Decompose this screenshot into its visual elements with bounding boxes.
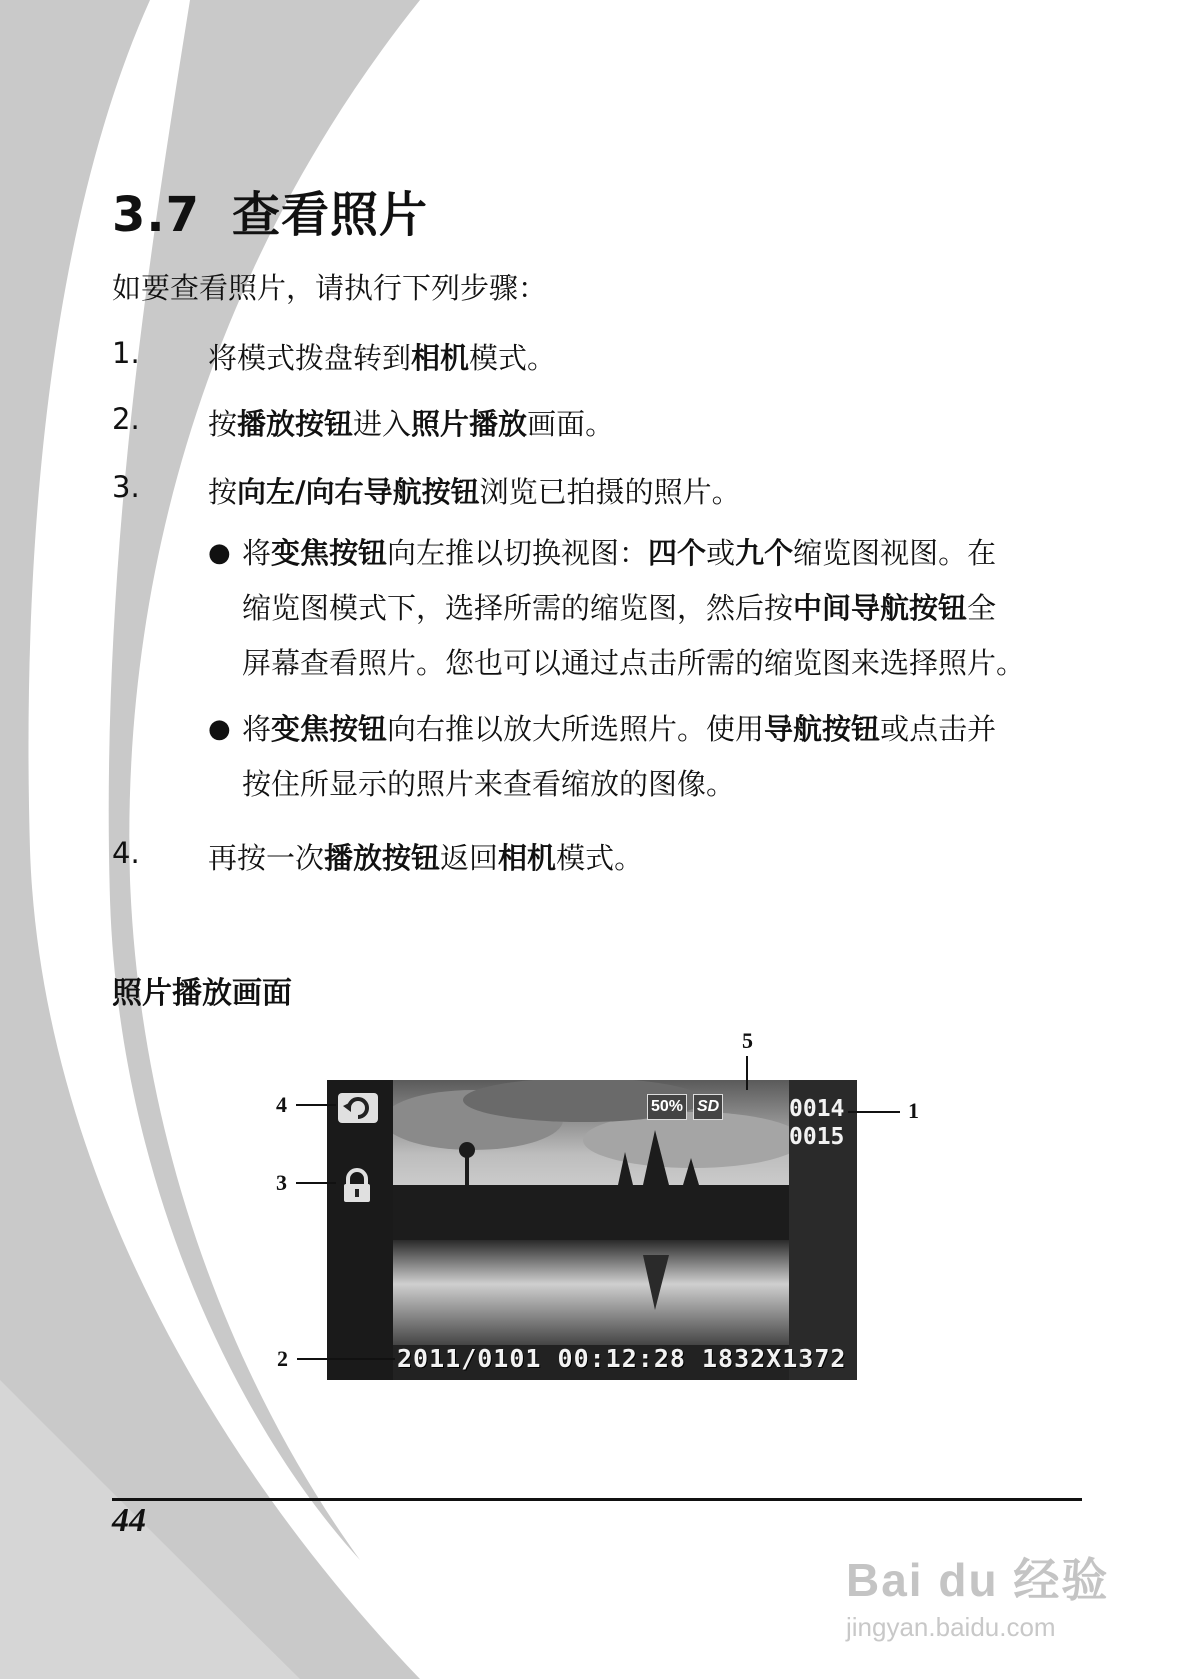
step-number: 3.	[112, 470, 140, 504]
bullet-line: 将变焦按钮向左推以切换视图：四个或九个缩览图视图。在	[242, 536, 997, 570]
step-text: 按向左/向右导航按钮浏览已拍摄的照片。	[208, 475, 741, 509]
bullet-dot: ●	[208, 538, 231, 568]
callout-3-line	[296, 1182, 336, 1184]
callout-3: 3	[276, 1170, 287, 1195]
photo-preview	[393, 1080, 857, 1380]
footer-rule	[112, 1498, 1082, 1501]
callout-1: 1	[908, 1098, 919, 1123]
datetime-resolution: 2011/0101 00:12:28 1832X1372	[397, 1344, 847, 1373]
callout-1-line	[848, 1111, 900, 1113]
rotate-icon	[337, 1092, 379, 1124]
intro-text: 如要查看照片，请执行下列步骤：	[112, 271, 548, 305]
image-index-total: 0015	[789, 1124, 845, 1150]
step-text: 再按一次播放按钮返回相机模式。	[208, 841, 644, 875]
watermark-logo: Bai du 经验	[846, 1554, 1110, 1606]
watermark-url: jingyan.baidu.com	[846, 1612, 1056, 1642]
step-number: 4.	[112, 836, 140, 870]
bullet-line: 按住所显示的照片来查看缩放的图像。	[242, 767, 736, 801]
playback-screen	[327, 1080, 857, 1380]
bullet-zoom-right	[208, 702, 1088, 812]
step-number: 2.	[112, 402, 140, 436]
section-number: 3.7	[112, 187, 201, 243]
callout-2: 2	[277, 1346, 288, 1371]
sd-card-icon: SD	[693, 1094, 723, 1120]
section-title-text: 查看照片	[232, 187, 429, 243]
screen-left-bar	[327, 1080, 393, 1380]
lock-icon	[339, 1168, 375, 1204]
image-index-current: 0014	[789, 1096, 845, 1122]
page-number: 44	[112, 1502, 146, 1539]
step-text: 按播放按钮进入照片播放画面。	[208, 407, 615, 441]
callout-4: 4	[276, 1092, 287, 1117]
bullet-line: 将变焦按钮向右推以放大所选照片。使用导航按钮或点击并	[242, 712, 997, 746]
battery-badge: 50%	[647, 1094, 687, 1120]
bullet-dot: ●	[208, 714, 231, 744]
step-number: 1.	[112, 336, 140, 370]
bullet-line: 屏幕查看照片。您也可以通过点击所需的缩览图来选择照片。	[242, 646, 1026, 680]
section-title	[112, 176, 428, 245]
step-text: 将模式拨盘转到相机模式。	[208, 341, 557, 375]
callout-4-line	[296, 1104, 336, 1106]
bullet-zoom-left	[208, 526, 1088, 691]
bullet-line: 缩览图模式下，选择所需的缩览图，然后按中间导航按钮全	[242, 591, 997, 625]
figure-caption: 照片播放画面	[112, 976, 292, 1011]
callout-2-line	[297, 1358, 395, 1360]
callout-5: 5	[742, 1028, 753, 1053]
watermark	[846, 1544, 1109, 1643]
callout-5-line	[746, 1056, 748, 1090]
